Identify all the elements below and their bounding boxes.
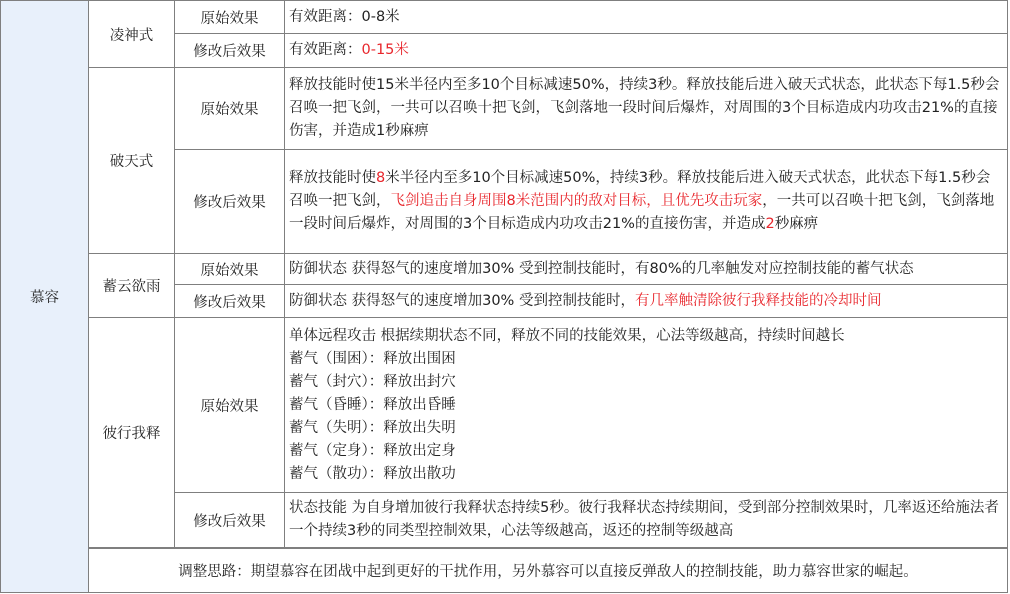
highlight-text: 2 bbox=[765, 216, 775, 232]
effect-type-modified: 修改后效果 bbox=[175, 493, 285, 548]
skill-name: 凌神式 bbox=[89, 1, 175, 68]
effect-type-modified: 修改后效果 bbox=[175, 150, 285, 254]
effect-description: 单体远程攻击 根据续期状态不同，释放不同的技能效果，心法等级越高，持续时间越长 蓄气（围困）：释放出围困 蓄气（封穴）：释放出封穴 蓄气（昏睡）：释放出昏睡 蓄气（失明）：释放出失明 蓄气（定身）：释放出定身 蓄气（散功）：释放出散功 bbox=[285, 318, 1008, 493]
effect-type-original: 原始效果 bbox=[175, 1, 285, 34]
effect-description: 有效距离：0-8米 bbox=[285, 1, 1008, 34]
table-row bbox=[1, 68, 1008, 150]
table-row bbox=[1, 1, 1008, 34]
table-row bbox=[1, 549, 1008, 593]
hero-name: 慕容 bbox=[1, 1, 89, 593]
highlight-text: 8 bbox=[376, 170, 386, 186]
skill-name: 破天式 bbox=[89, 68, 175, 254]
effect-description: 状态技能 为自身增加彼行我释状态持续5秒。彼行我释状态持续期间，受到部分控制效果时，几率返还给施法者一个持续3秒的同类型控制效果，心法等级越高，返还的控制等级越高 bbox=[285, 493, 1008, 548]
skill-name: 彼行我释 bbox=[89, 318, 175, 548]
skill-name: 蓄云欲雨 bbox=[89, 254, 175, 318]
effect-description: 防御状态 获得怒气的速度增加30% 受到控制技能时，有几率触清除彼行我释技能的冷却时间 bbox=[285, 285, 1008, 318]
effect-type-modified: 修改后效果 bbox=[175, 285, 285, 318]
effect-description: 有效距离：0-15米 bbox=[285, 34, 1008, 68]
effect-type-original: 原始效果 bbox=[175, 68, 285, 150]
highlight-text: 飞剑追击自身周围8米范围内的敌对目标，且优先攻击玩家 bbox=[390, 193, 763, 209]
effect-type-modified: 修改后效果 bbox=[175, 34, 285, 68]
table-row bbox=[1, 254, 1008, 285]
effect-description: 防御状态 获得怒气的速度增加30% 受到控制技能时，有80%的几率触发对应控制技能的蓄气状态 bbox=[285, 254, 1008, 285]
table-row bbox=[1, 318, 1008, 493]
highlight-text: 有几率触清除彼行我释技能的冷却时间 bbox=[634, 292, 882, 309]
effect-type-original: 原始效果 bbox=[175, 254, 285, 285]
effect-type-original: 原始效果 bbox=[175, 318, 285, 493]
highlight-text: 0-15米 bbox=[361, 42, 409, 58]
adjustment-note: 调整思路：期望慕容在团战中起到更好的干扰作用，另外慕容可以直接反弹敌人的控制技能，助力慕容世家的崛起。 bbox=[89, 549, 1008, 593]
effect-description: 释放技能时使8米半径内至多10个目标减速50%，持续3秒。释放技能后进入破天式状态，此状态下每1.5秒会召唤一把飞剑，飞剑追击自身周围8米范围内的敌对目标，且优先攻击玩家，一共可以召唤十把飞剑，飞剑落地一段时间后爆炸，对周围的3个目标造成内功攻击21%的直接伤害，并造成2秒麻痹 bbox=[285, 150, 1008, 254]
effect-description: 释放技能时使15米半径内至多10个目标减速50%，持续3秒。释放技能后进入破天式状态，此状态下每1.5秒会召唤一把飞剑，一共可以召唤十把飞剑，飞剑落地一段时间后爆炸，对周围的3个目标造成内功攻击21%的直接伤害，并造成1秒麻痹 bbox=[285, 68, 1008, 150]
